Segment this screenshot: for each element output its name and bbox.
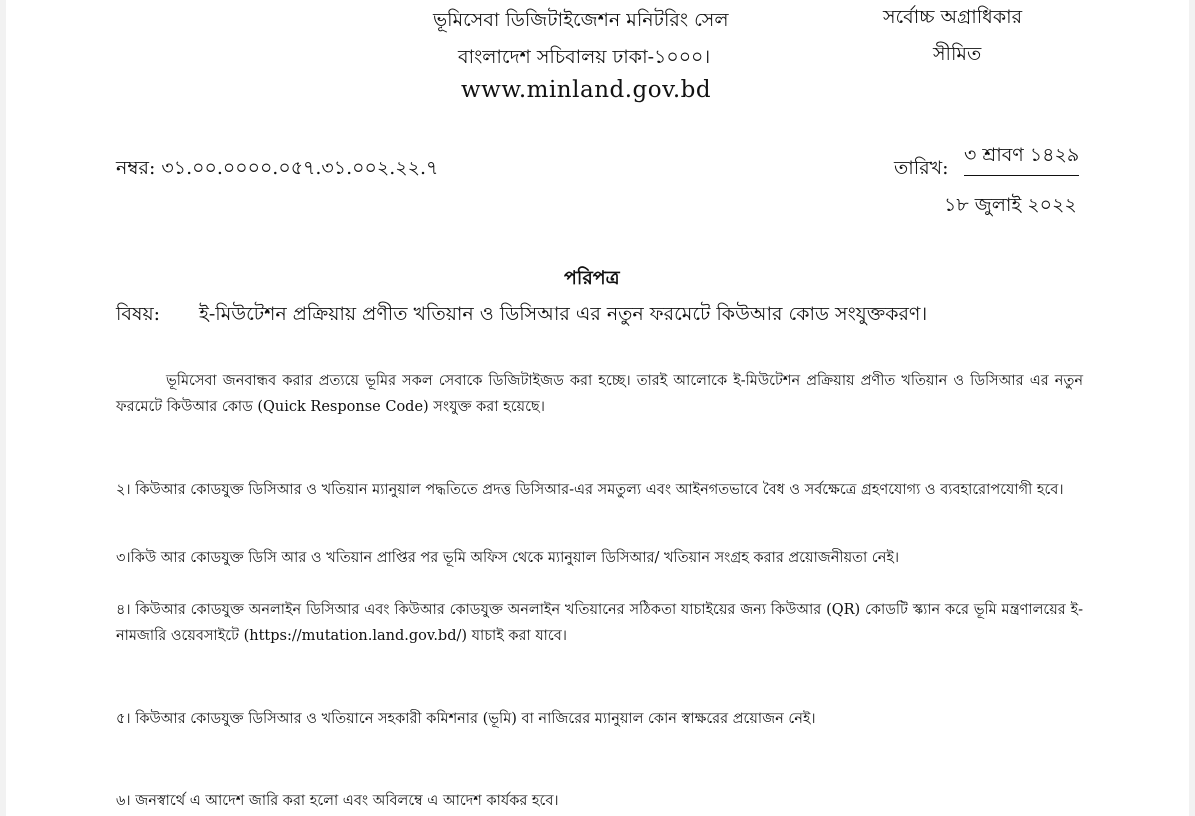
paragraph-6: ৬। জনস্বার্থে এ আদেশ জারি করা হলো এবং অবিলম্বে এ আদেশ কার্যকর হবে। <box>116 793 559 809</box>
restricted-label: সীমিত <box>933 43 982 65</box>
date-bengali: ৩ শ্রাবণ ১৪২৯ <box>964 141 1079 176</box>
date-label: তারিখ: <box>894 157 949 179</box>
priority-label: সর্বোচ্চ অগ্রাধিকার <box>883 6 1023 28</box>
paragraph-2: ২। কিউআর কোডযুক্ত ডিসিআর ও খতিয়ান ম্যানুয়াল পদ্ধতিতে প্রদত্ত ডিসিআর-এর সমতুল্য এবং আইনগতভাবে বৈধ ও সর্বক্ষেত্রে গ্রহণযোগ্য ও ব্যবহারোপযোগী হবে। <box>116 482 1064 498</box>
paragraph-3: ৩।কিউ আর কোডযুক্ত ডিসি আর ও খতিয়ান প্রাপ্তির পর ভূমি অফিস থেকে ম্যানুয়াল ডিসিআর/ খতিয়ান সংগ্রহ করার প্রয়োজনীয়তা নেই। <box>116 550 900 566</box>
memo-number: নম্বর: ৩১.০০.০০০০.০৫৭.৩১.০০২.২২.৭ <box>116 157 439 179</box>
paragraph-5: ৫। কিউআর কোডযুক্ত ডিসিআর ও খতিয়ানে সহকারী কমিশনার (ভূমি) বা নাজিরের ম্যানুয়াল কোন স্বাক্ষরের প্রয়োজন নেই। <box>116 711 816 727</box>
paragraph-4: ৪। কিউআর কোডযুক্ত অনলাইন ডিসিআর এবং কিউআর কোডযুক্ত অনলাইন খতিয়ানের সঠিকতা যাচাইয়ের জন্য কিউআর (QR) কোডটি স্ক্যান করে ভূমি মন্ত্রণালয়ের ই-নামজারি ওয়েবসাইটে (https://mutation.land.gov.bd/) যাচাই করা যাবে। <box>116 602 1083 644</box>
org-address: বাংলাদেশ সচিবালয় ঢাকা-১০০০। <box>458 46 711 68</box>
paragraph-1: ভূমিসেবা জনবান্ধব করার প্রত্যয়ে ভূমির সকল সেবাকে ডিজিটাইজড করা হচ্ছে। তারই আলোকে ই-মিউটেশন প্রক্রিয়ায় প্রণীত খতিয়ান ও ডিসিআর এর নতুন ফরমেটে কিউআর কোড (Quick Response Code) সংযুক্ত করা হয়েছে। <box>116 373 1083 415</box>
subject-label: বিষয়: <box>116 303 161 325</box>
website-link[interactable]: www.minland.gov.bd <box>461 77 712 103</box>
subject-text: ই-মিউটেশন প্রক্রিয়ায় প্রণীত খতিয়ান ও ডিসিআর এর নতুন ফরমেটে কিউআর কোড সংযুক্তকরণ। <box>199 303 928 325</box>
page-title: পরিপত্র <box>564 267 620 289</box>
document-page <box>6 0 1189 816</box>
date-gregorian: ১৮ জুলাই ২০২২ <box>944 194 1077 216</box>
org-name: ভূমিসেবা ডিজিটাইজেশন মনিটরিং সেল <box>433 9 729 31</box>
